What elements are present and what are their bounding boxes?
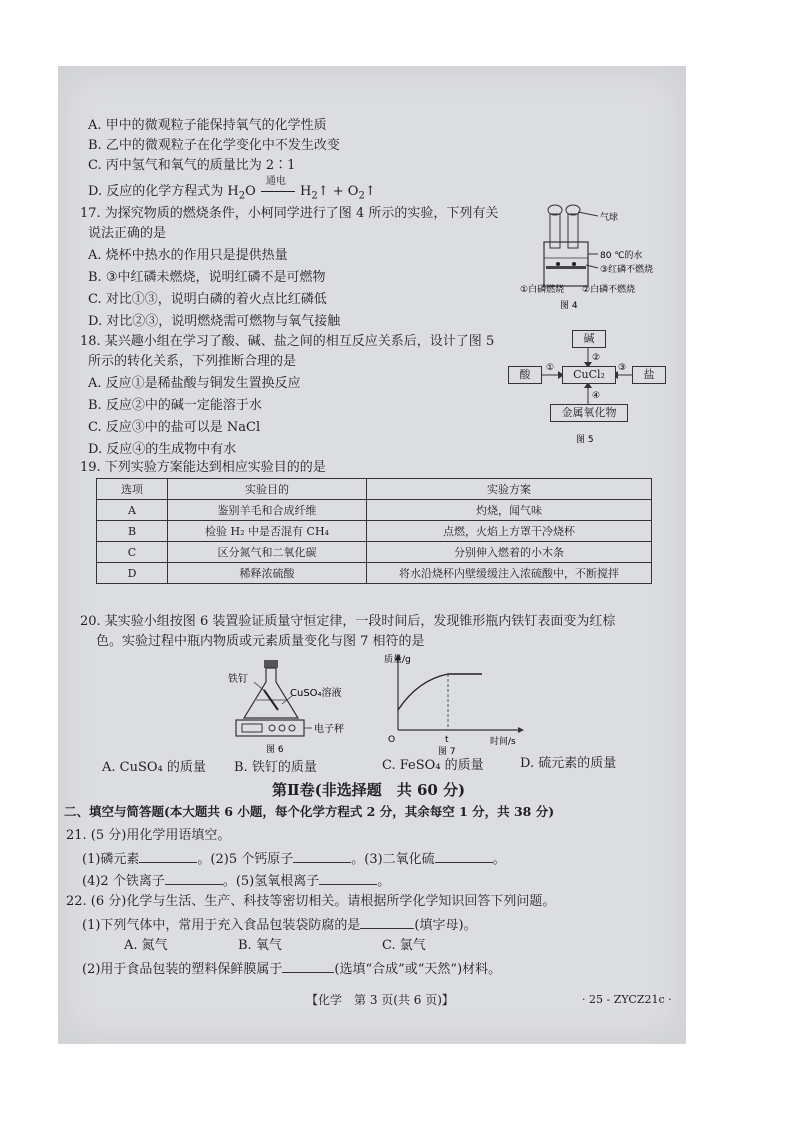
q20-stem-line2: 色。实验过程中瓶内物质或元素质量变化与图 7 相符的是 — [96, 634, 425, 649]
figure-4-apparatus — [518, 202, 678, 314]
answer-blank[interactable] — [319, 872, 377, 885]
figure-7-caption: 图 7 — [438, 747, 456, 756]
q18-option-c: C. 反应③中的盐可以是 NaCl — [88, 420, 261, 435]
q22-part2: (2)用于食品包装的塑料保鲜膜属于 (选填“合成”或“天然”)材料。 — [82, 962, 502, 977]
q18-option-d: D. 反应④的生成物中有水 — [88, 442, 237, 457]
table-row: A 鉴别羊毛和合成纤维 灼烧，闻气味 — [97, 500, 652, 521]
figure-6-apparatus — [226, 656, 376, 756]
q16-option-c: C. 丙中氢气和氧气的质量比为 2∶1 — [88, 158, 296, 173]
figure-6-caption: 图 6 — [266, 745, 284, 755]
label-nail: 铁钉 — [228, 674, 248, 685]
q17-option-d: D. 对比②③，说明燃烧需可燃物与氧气接触 — [88, 314, 341, 329]
svg-text:③: ③ — [618, 363, 627, 373]
svg-text:②: ② — [592, 353, 601, 363]
q22-stem: 22. (6 分)化学与生活、生产、科技等密切相关。请根据所学化学知识回答下列问题。 — [66, 894, 556, 909]
q16-option-a: A. 甲中的微观粒子能保持氧气的化学性质 — [88, 118, 327, 133]
q21-line2: (4)2 个铁离子 。(5)氢氧根离子 。 — [82, 874, 391, 889]
test-tube-left — [550, 214, 560, 248]
answer-blank[interactable] — [282, 960, 334, 973]
q20-option-c: C. FeSO₄ 的质量 — [382, 758, 484, 773]
exam-page — [58, 66, 686, 1044]
box-base: 碱 — [572, 330, 606, 348]
box-salt: 盐 — [632, 366, 666, 384]
q18-option-b: B. 反应②中的碱一定能溶于水 — [88, 398, 262, 413]
q18-stem-line2: 所示的转化关系，下列推断合理的是 — [88, 354, 297, 369]
q20-option-b: B. 铁钉的质量 — [234, 760, 317, 775]
y-axis-label: 质量/g — [384, 655, 411, 665]
q20-option-d: D. 硫元素的质量 — [520, 756, 617, 771]
label-scale: 电子秤 — [314, 724, 344, 735]
stopper — [264, 660, 278, 668]
q18-stem-line1: 18. 某兴趣小组在学习了酸、碱、盐之间的相互反应关系后，设计了图 5 — [80, 334, 495, 349]
label-white-p-no-burn: ②白磷不燃烧 — [582, 285, 636, 295]
paper-code: · 25 - ZYCZ21c · — [582, 993, 672, 1006]
q17-option-c: C. 对比①③，说明白磷的着火点比红磷低 — [88, 292, 327, 307]
test-tube-right — [568, 214, 578, 248]
figure-4-caption: 图 4 — [560, 301, 578, 311]
table-row: C 区分氮气和二氧化碳 分别伸入燃着的小木条 — [97, 542, 652, 563]
x-axis-label: 时间/s — [490, 737, 516, 747]
label-white-p-burn: ①白磷燃烧 — [520, 285, 565, 295]
origin-label: O — [388, 735, 396, 745]
q19-table — [96, 478, 652, 584]
box-metal-oxide: 金属氧化物 — [550, 404, 628, 422]
q22-part1: (1)下列气体中，常用于充入食品包装袋防腐的是 (填字母)。 — [82, 918, 477, 933]
q17-option-b: B. ③中红磷未燃烧，说明红磷不是可燃物 — [88, 270, 326, 285]
q17-option-a: A. 烧杯中热水的作用只是提供热量 — [88, 248, 288, 263]
table-row: B 检验 H₂ 中是否混有 CH₄ 点燃，火焰上方罩干冷烧杯 — [97, 521, 652, 542]
svg-text:①: ① — [546, 363, 555, 373]
reaction-arrow: 通电 — [260, 184, 296, 200]
q22-option-b: B. 氧气 — [238, 938, 282, 953]
q21-line1: (1)磷元素 。(2)5 个钙原子 。(3)二氧化硫 。 — [82, 852, 506, 867]
mass-curve — [398, 674, 482, 710]
q18-option-a: A. 反应①是稀盐酸与铜发生置换反应 — [88, 376, 301, 391]
label-red-phosphorus: ③红磷不燃烧 — [600, 265, 654, 275]
q16-option-b: B. 乙中的微观粒子在化学变化中不发生改变 — [88, 138, 340, 153]
q22-option-a: A. 氮气 — [124, 938, 168, 953]
answer-blank[interactable] — [435, 850, 493, 863]
q22-option-c: C. 氯气 — [382, 938, 426, 953]
q17-stem-line1: 17. 为探究物质的燃烧条件，小柯同学进行了图 4 所示的实验，下列有关 — [80, 206, 499, 221]
page-footer: 【化学 第 3 页(共 6 页)】 — [306, 993, 454, 1007]
part2-title: 第Ⅱ卷(非选择题 共 60 分) — [272, 781, 466, 799]
beaker — [544, 242, 588, 286]
q17-stem-line2: 说法正确的是 — [88, 226, 167, 241]
answer-blank[interactable] — [360, 916, 414, 929]
table-row: D 稀释浓硫酸 将水沿烧杯内壁缓缓注入浓硫酸中，不断搅拌 — [97, 563, 652, 584]
q20-stem-line1: 20. 某实验小组按图 6 装置验证质量守恒定律，一段时间后，发现锥形瓶内铁钉表面变为红棕 — [80, 614, 616, 629]
label-cuso4-solution: CuSO₄溶液 — [290, 688, 342, 699]
box-cucl2: CuCl₂ — [562, 366, 616, 384]
label-balloon: 气球 — [600, 213, 619, 223]
figure-7-graph — [378, 650, 538, 756]
t-label: t — [445, 735, 449, 745]
answer-blank[interactable] — [293, 850, 351, 863]
part2-section-heading: 二、填空与简答题(本大题共 6 小题，每个化学方程式 2 分，其余每空 1 分，共 38 分) — [64, 804, 555, 819]
box-acid: 酸 — [508, 366, 542, 384]
q16-option-d: D. 反应的化学方程式为 $H_2O$ 通电 $H_2↑$ + $O_2↑$ — [88, 176, 376, 202]
q20-option-a: A. CuSO₄ 的质量 — [102, 760, 206, 775]
q19-stem: 19. 下列实验方案能达到相应实验目的的是 — [80, 460, 326, 475]
answer-blank[interactable] — [165, 872, 223, 885]
copper-plate — [546, 266, 586, 269]
electronic-scale — [236, 720, 304, 736]
figure-5-caption: 图 5 — [576, 435, 594, 445]
label-hot-water: 80 ℃的水 — [600, 251, 643, 261]
table-header-row: 选项 实验目的 实验方案 — [97, 479, 652, 500]
svg-text:④: ④ — [592, 391, 601, 401]
answer-blank[interactable] — [139, 850, 197, 863]
q21-stem: 21. (5 分)用化学用语填空。 — [66, 828, 231, 843]
